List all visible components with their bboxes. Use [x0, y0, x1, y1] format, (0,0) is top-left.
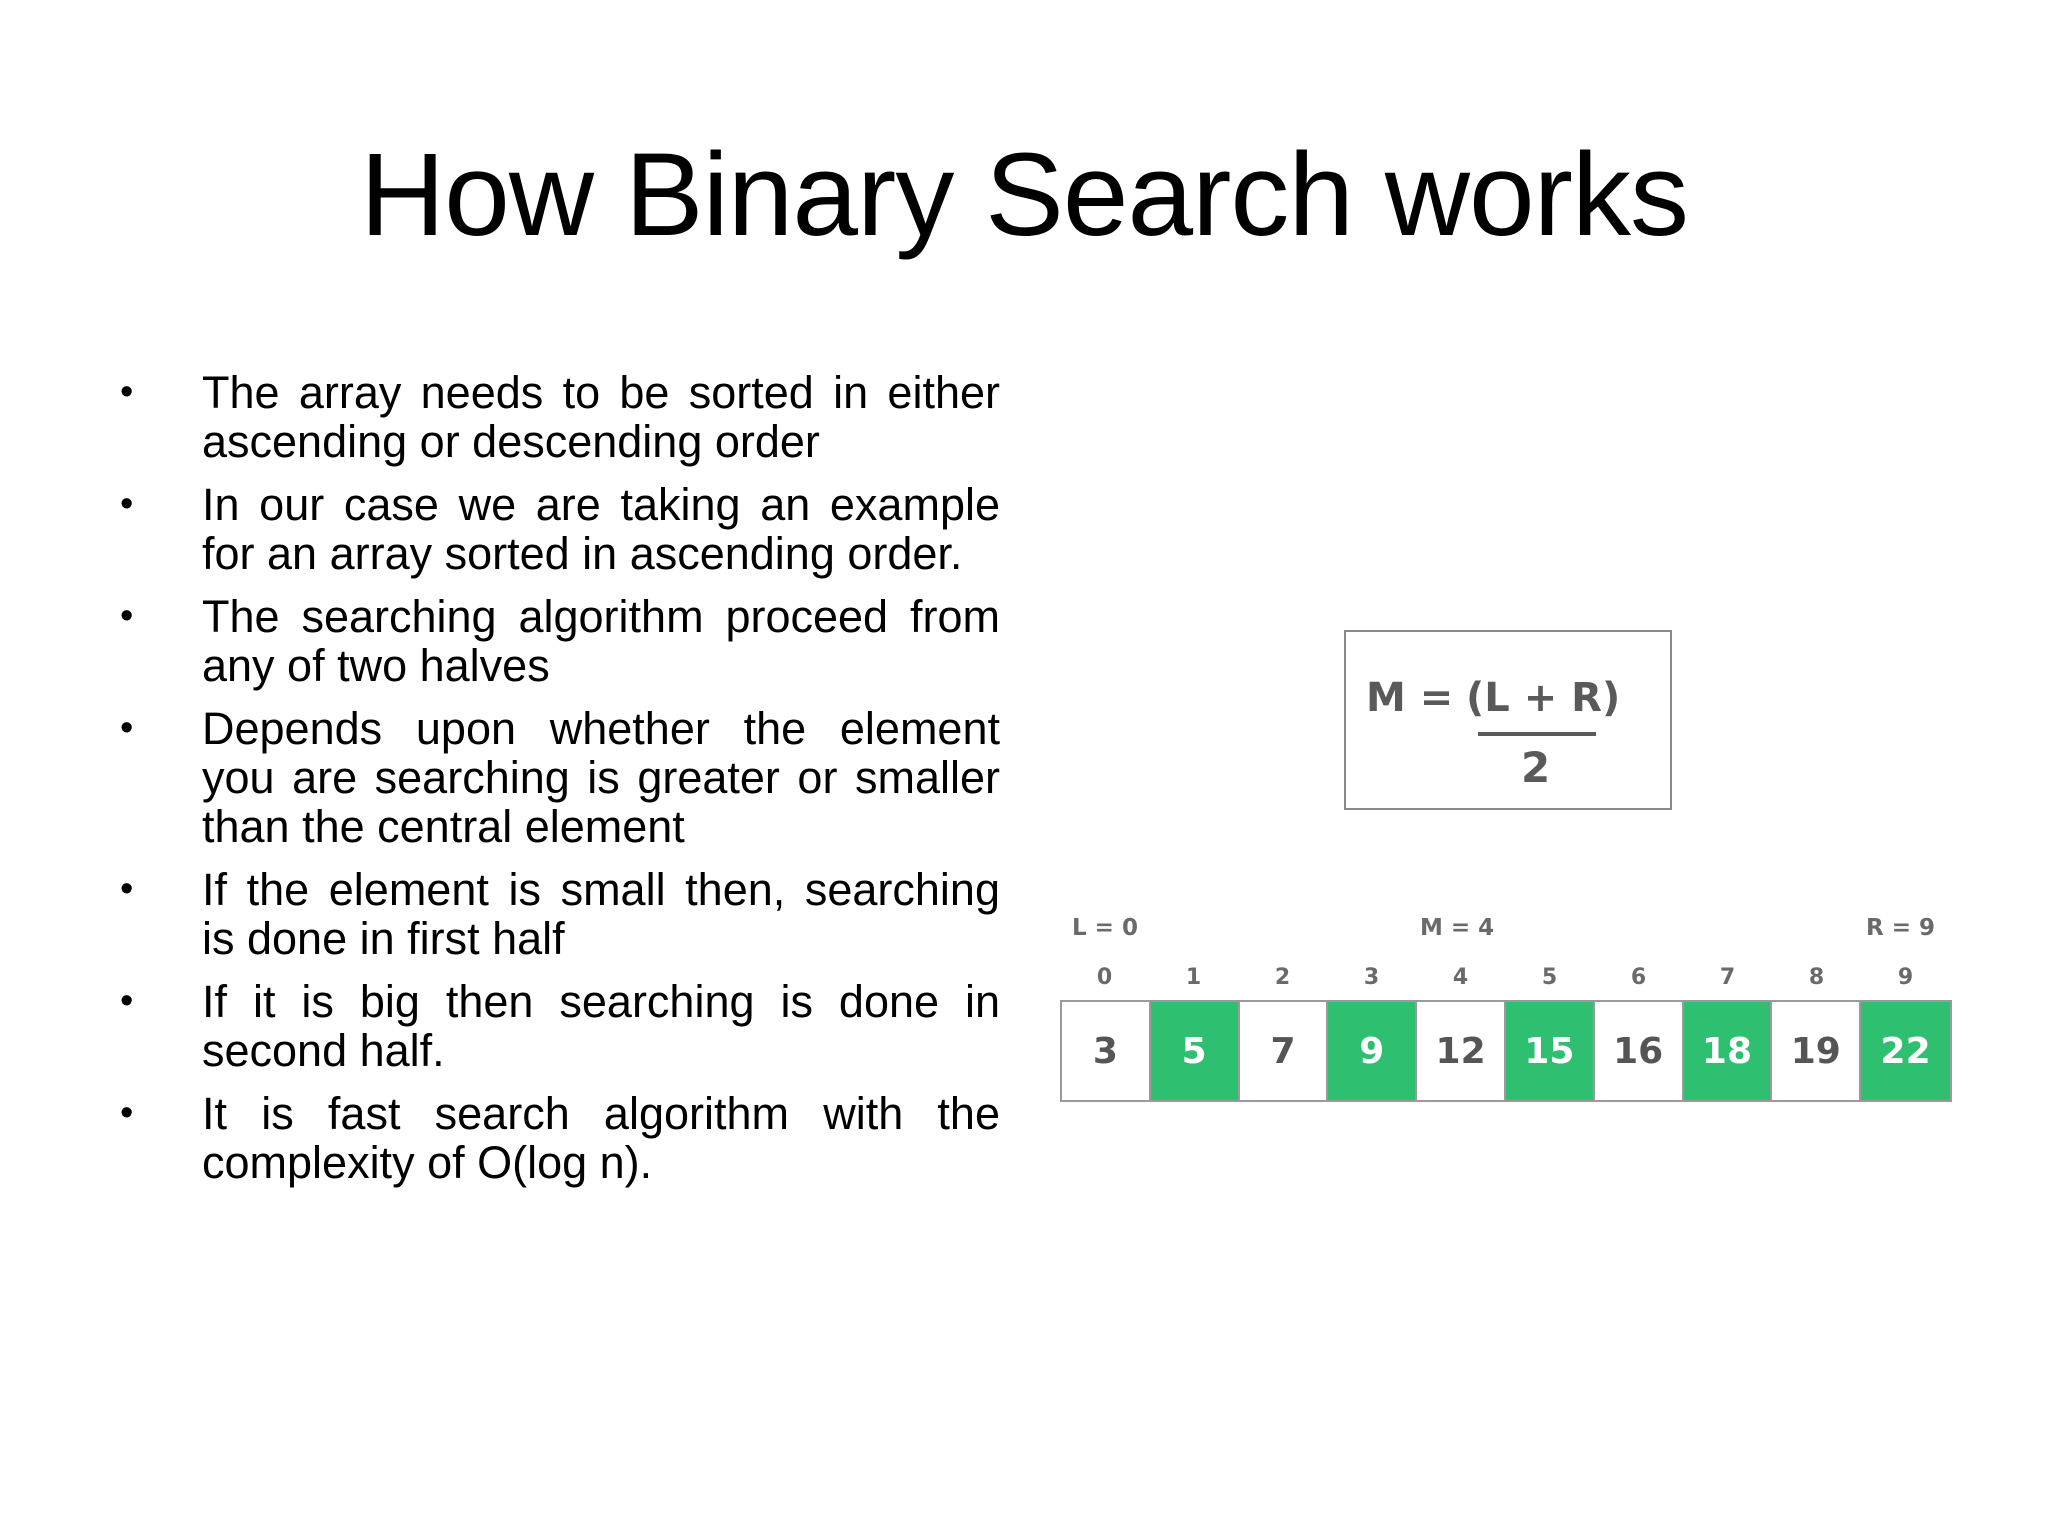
array-cell-highlighted: 18 [1684, 1002, 1773, 1100]
array-index: 3 [1363, 965, 1380, 990]
bullet-item [120, 368, 1000, 466]
bullet-dot-icon: • [120, 980, 134, 1022]
array-index: 9 [1897, 965, 1914, 990]
right-pointer-label: R = 9 [1866, 915, 1935, 941]
bullet-text: The searching algorithm proceed from any of two halves [202, 591, 1000, 691]
bullet-dot-icon: • [120, 1092, 134, 1134]
midpoint-formula-box [1344, 630, 1672, 810]
bullet-list [120, 368, 1000, 1201]
bullet-item [120, 704, 1000, 851]
fraction-bar [1478, 732, 1596, 736]
array-cell-highlighted: 9 [1328, 1002, 1417, 1100]
array-cell: 3 [1062, 1002, 1151, 1100]
bullet-text: If it is big then searching is done in second half. [202, 976, 1000, 1076]
bullet-item [120, 977, 1000, 1075]
array-cell-highlighted: 5 [1151, 1002, 1240, 1100]
array-cell: 16 [1595, 1002, 1684, 1100]
bullet-text: If the element is small then, searching is done in first half [202, 864, 1000, 964]
array-index: 0 [1096, 965, 1113, 990]
bullet-dot-icon: • [120, 483, 134, 525]
bullet-dot-icon: • [120, 371, 134, 413]
bullet-item [120, 865, 1000, 963]
mid-pointer-label: M = 4 [1420, 915, 1495, 941]
bullet-dot-icon: • [120, 595, 134, 637]
bullet-text: In our case we are taking an example for an array sorted in ascending order. [202, 479, 1000, 579]
bullet-dot-icon: • [120, 707, 134, 749]
array-cell: 7 [1240, 1002, 1329, 1100]
array-cell: 19 [1772, 1002, 1861, 1100]
slide-title: How Binary Search works [360, 129, 1688, 261]
left-pointer-label: L = 0 [1072, 915, 1138, 941]
formula-numerator: (L + R) [1466, 675, 1621, 721]
formula-lhs: M = [1366, 675, 1454, 721]
array-cell-highlighted: 15 [1506, 1002, 1595, 1100]
array-index: 1 [1185, 965, 1202, 990]
array-cell-highlighted: 22 [1861, 1002, 1950, 1100]
array-index: 6 [1630, 965, 1647, 990]
array-cell: 12 [1417, 1002, 1506, 1100]
array-index: 2 [1274, 965, 1291, 990]
bullet-item [120, 1089, 1000, 1187]
array-diagram [1060, 915, 1960, 1115]
array-cells [1060, 1000, 1952, 1102]
bullet-text: It is fast search algorithm with the complexity of O(log n). [202, 1088, 1000, 1188]
bullet-item [120, 592, 1000, 690]
bullet-text: The array needs to be sorted in either ascending or descending order [202, 367, 1000, 467]
array-index: 8 [1808, 965, 1825, 990]
bullet-dot-icon: • [120, 868, 134, 910]
array-index: 5 [1541, 965, 1558, 990]
bullet-item [120, 480, 1000, 578]
array-index: 7 [1719, 965, 1736, 990]
array-index: 4 [1452, 965, 1469, 990]
index-row [1060, 965, 1960, 995]
bullet-text: Depends upon whether the element you are searching is greater or smaller than the central element [202, 703, 1000, 852]
formula-denominator: 2 [1521, 743, 1551, 792]
